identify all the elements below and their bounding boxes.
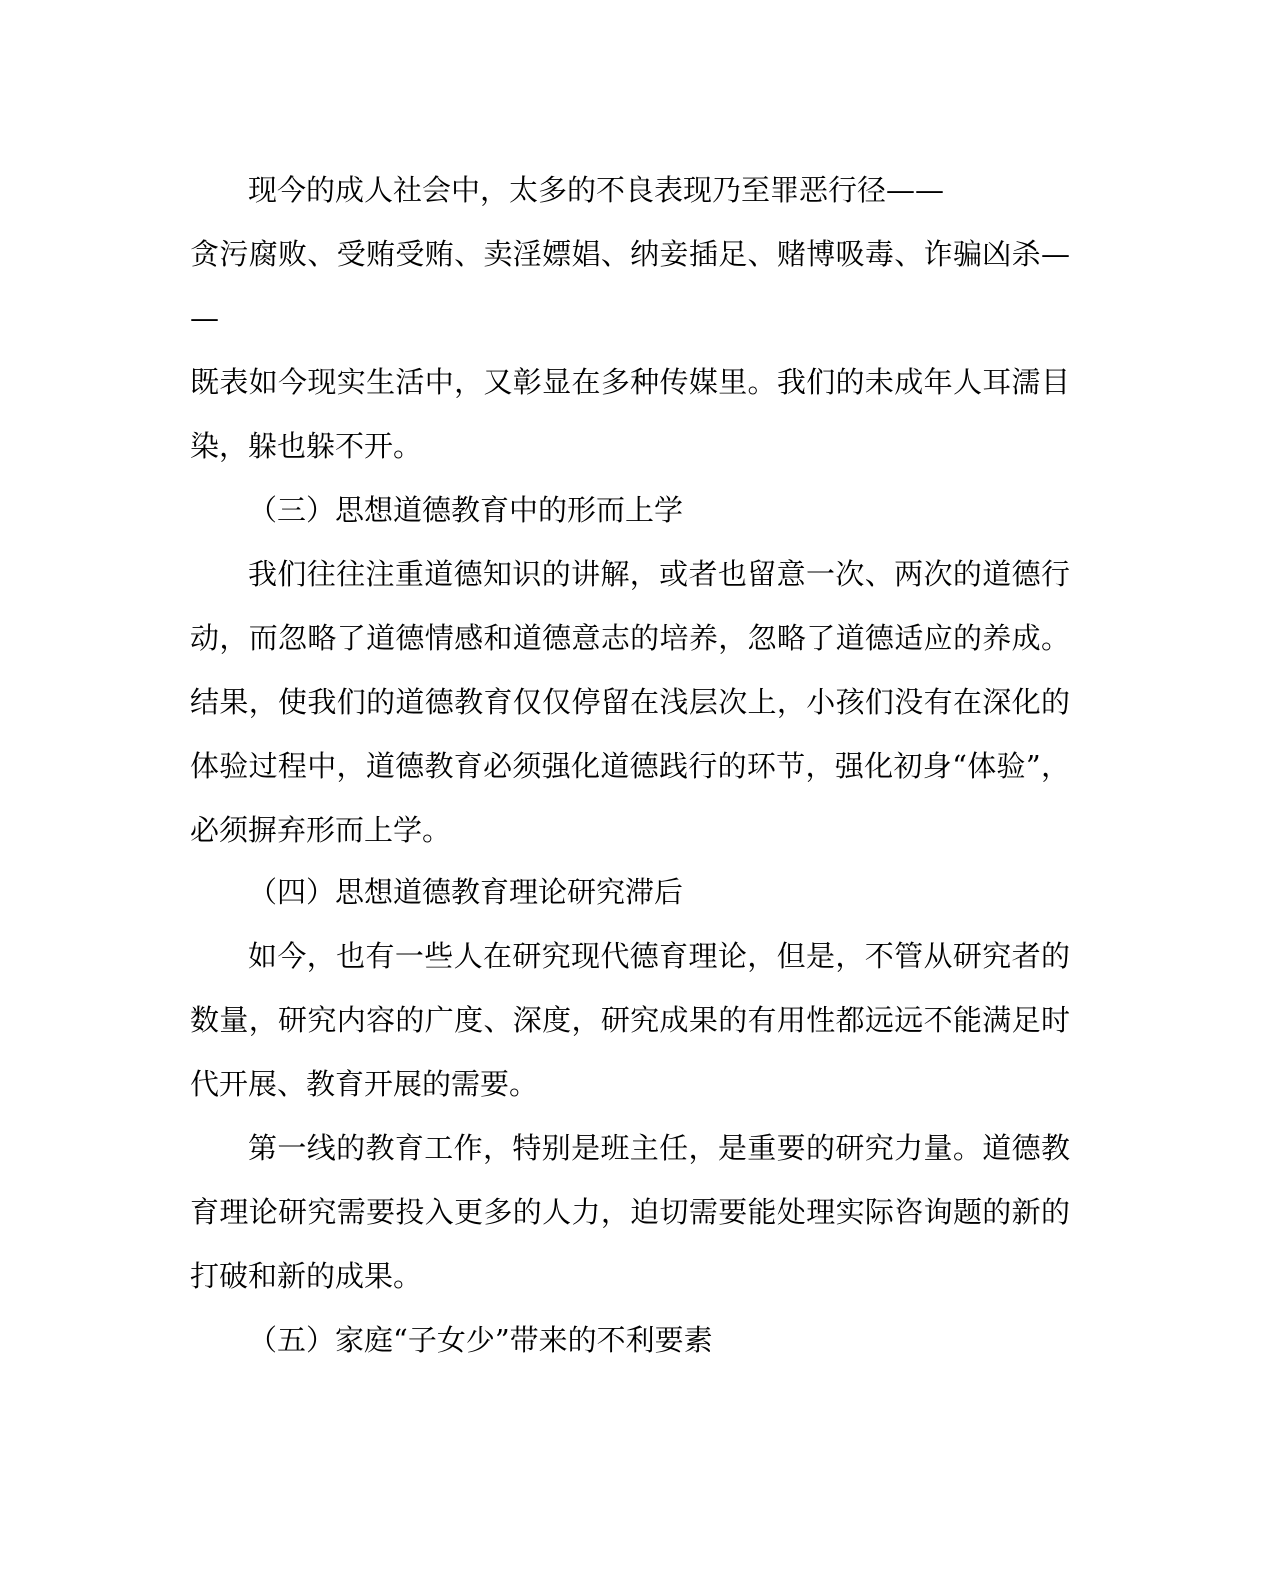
paragraph-line: 打破和新的成果。 (190, 1259, 423, 1293)
paragraph-line: 贪污腐败、受贿受贿、卖淫嫖娼、纳妾插足、赌博吸毒、诈骗凶杀— (190, 237, 1070, 271)
paragraph-line: 代开展、教育开展的需要。 (190, 1067, 539, 1101)
paragraph-line: 结果，使我们的道德教育仅仅停留在浅层次上，小孩们没有在深化的 (190, 685, 1070, 719)
paragraph-line: 数量，研究内容的广度、深度，研究成果的有用性都远远不能满足时 (190, 1003, 1070, 1037)
paragraph-line: 育理论研究需要投入更多的人力，迫切需要能处理实际咨询题的新的 (190, 1195, 1070, 1229)
section-heading: （四）思想道德教育理论研究滞后 (248, 875, 684, 909)
paragraph-line: 第一线的教育工作，特别是班主任，是重要的研究力量。道德教 (248, 1131, 1070, 1165)
paragraph-line: 动，而忽略了道德情感和道德意志的培养，忽略了道德适应的养成。 (190, 621, 1070, 655)
paragraph-line: 我们往往注重道德知识的讲解，或者也留意一次、两次的道德行 (248, 557, 1070, 591)
paragraph-line: 现今的成人社会中，太多的不良表现乃至罪恶行径—— (248, 173, 945, 207)
section-heading: （五）家庭“子女少”带来的不利要素 (248, 1323, 713, 1357)
paragraph-line: 既表如今现实生活中，又彰显在多种传媒里。我们的未成年人耳濡目 (190, 365, 1070, 399)
paragraph-line: 染，躲也躲不开。 (190, 429, 423, 463)
paragraph-line: 必须摒弃形而上学。 (190, 813, 452, 847)
paragraph-line: 体验过程中，道德教育必须强化道德践行的环节，强化初身“体验”， (190, 749, 1070, 783)
paragraph-line: 如今，也有一些人在研究现代德育理论，但是，不管从研究者的 (248, 939, 1070, 973)
paragraph-line: — (190, 301, 219, 335)
section-heading: （三）思想道德教育中的形而上学 (248, 493, 684, 527)
